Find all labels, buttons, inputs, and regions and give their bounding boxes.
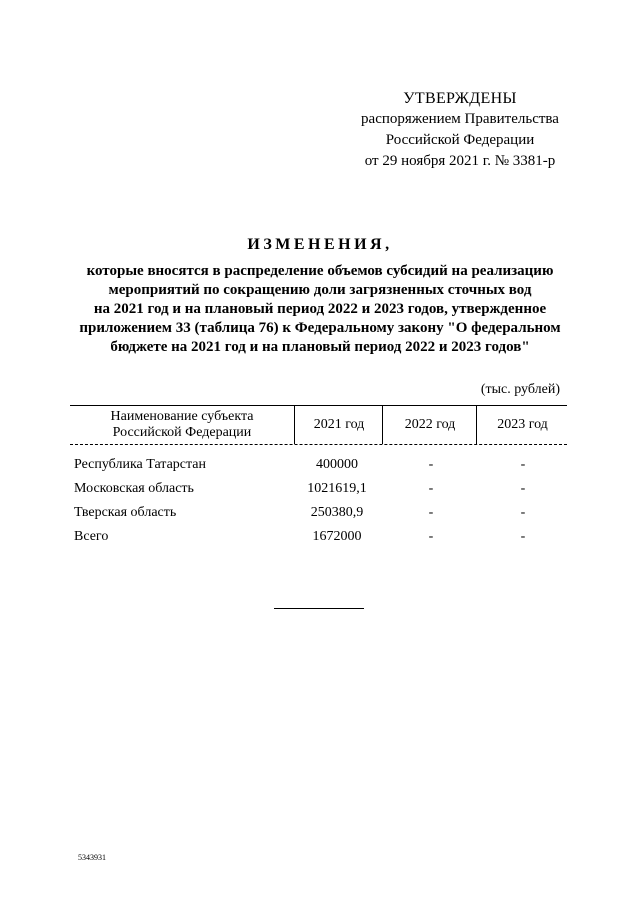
- approval-line-3: от 29 ноября 2021 г. № 3381-р: [364, 153, 556, 169]
- row-value-2021: 1021619,1: [307, 481, 367, 496]
- header-2022: 2022 год: [382, 406, 477, 444]
- row-subject: Московская область: [74, 481, 194, 496]
- header-subject-line-1: Наименование субъекта: [110, 409, 254, 424]
- approval-title: УТВЕРЖДЕНЫ: [403, 90, 517, 107]
- row-value-2023: -: [520, 529, 526, 544]
- approval-line-2: Российской Федерации: [385, 132, 535, 148]
- table-body: [74, 457, 564, 553]
- header-dashed-rule: [70, 444, 567, 445]
- row-value-2021: 250380,9: [310, 505, 364, 520]
- row-value-2023: -: [520, 505, 526, 520]
- approval-block: [340, 88, 580, 172]
- end-rule: [274, 608, 364, 609]
- subtitle-line: которые вносятся в распределение объемов субсидий на реализацию: [86, 263, 554, 279]
- subtitle-line: приложением 33 (таблица 76) к Федеральному закону "О федеральном: [79, 320, 561, 336]
- table-header: [70, 405, 567, 444]
- row-value-2021: 1672000: [312, 529, 362, 544]
- table-row: [74, 457, 564, 481]
- table-row: [74, 505, 564, 529]
- row-value-2022: -: [428, 481, 434, 496]
- approval-line-1: распоряжением Правительства: [361, 111, 559, 127]
- row-value-2022: -: [428, 529, 434, 544]
- row-value-2021: 400000: [316, 457, 358, 472]
- units-label: (тыс. рублей): [480, 382, 560, 397]
- row-subject: Республика Татарстан: [74, 457, 207, 472]
- row-value-2023: -: [520, 481, 526, 496]
- subtitle-line: бюджете на 2021 год и на плановый период 2022 и 2023 годов": [110, 339, 530, 355]
- document-code: 5343931: [78, 853, 106, 862]
- table-row: [74, 481, 564, 505]
- subtitle-line: на 2021 год и на плановый период 2022 и 2023 годов, утвержденное: [93, 301, 547, 317]
- document-title: ИЗМЕНЕНИЯ,: [247, 236, 393, 253]
- table-row-total: [74, 529, 564, 553]
- subtitle-line: мероприятий по сокращению доли загрязненных сточных вод: [108, 282, 532, 298]
- header-subject-line-2: Российской Федерации: [112, 425, 252, 440]
- row-value-2023: -: [520, 457, 526, 472]
- row-value-2022: -: [428, 457, 434, 472]
- header-subject: [70, 406, 294, 444]
- row-value-2022: -: [428, 505, 434, 520]
- header-2023: 2023 год: [476, 406, 568, 444]
- row-subject: Тверская область: [74, 505, 177, 520]
- row-subject: Всего: [74, 529, 109, 544]
- header-2021: 2021 год: [294, 406, 383, 444]
- document-subtitle: [40, 262, 600, 357]
